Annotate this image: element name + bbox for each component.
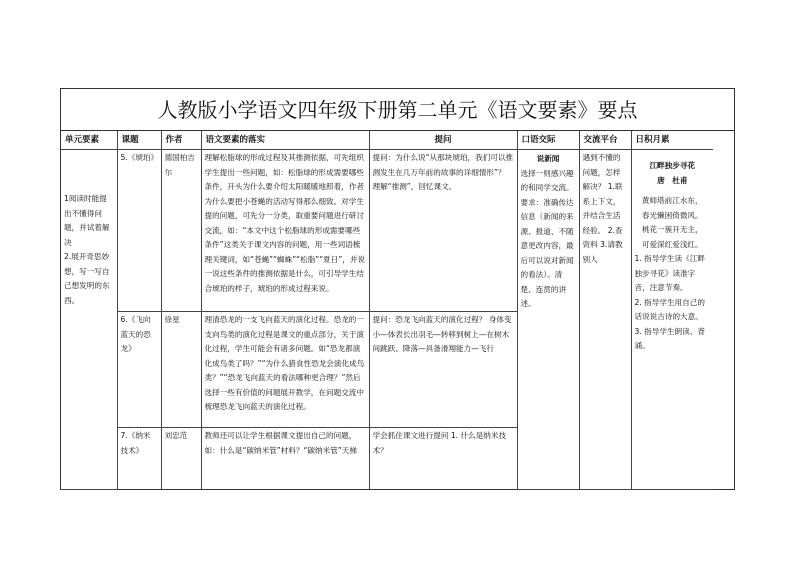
poem-author: 唐 杜甫 (657, 175, 688, 185)
header-implementation: 语文要素的落实 (201, 131, 369, 150)
author-cell: 德国柏吉尔 (161, 150, 201, 312)
oral-cell (517, 150, 579, 490)
author-cell: 刘忠范 (161, 428, 201, 490)
implementation-cell: 教师还可以让学生根据课文提出自己的问题，如：什么是“碳纳米管”材料？“碳纳米管”天梯 (201, 428, 369, 490)
poem-line: 黄师塔前江水东， (641, 196, 703, 205)
summary-sheet (60, 88, 735, 490)
tip-item: 3. 指导学生朗读、背诵。 (634, 326, 705, 350)
table-header-row (61, 131, 713, 150)
tip-item: 2. 指导学生用自己的话说说古诗的大意。 (634, 297, 705, 321)
question-cell: 提问：为什么说“从那块琥珀，我们可以推测发生在几万年前的故事的详细情形”？ 理解“推测”，回忆课文。 (369, 150, 517, 312)
question-cell: 提问：恐龙飞向蓝天的演化过程？ 身体变小—体表长出羽毛—转移到树上—在树木间跳跃、降落—具备滑翔能力—飞行 (369, 312, 517, 428)
unit-element-1: 1阅读时能提出不懂得问题，并试着解决 (64, 194, 110, 247)
lesson-cell: 5.《琥珀》 (117, 150, 161, 312)
platform-cell: 遇到不懂的问题，怎样解决？ 1.联系上下文，并结合生活经验。 2.查资料 3.请教别人 (579, 150, 631, 490)
header-author: 作者 (161, 131, 201, 150)
header-platform: 交流平台 (579, 131, 631, 150)
lesson-cell: 6.《飞向蓝天的恐龙》 (117, 312, 161, 428)
implementation-cell: 理解松脂球的形成过程及其推测依据，可先组织学生提出一些问题，如：松脂球的形成需要哪些条件，开头为什么要介绍太阳暖暖地照着，作者为什么要把小苍蝇的活动写得那么细致。对学生提的问题，可先分一分类，取重要问题进行研讨交流，如：“本文中这个松脂球的形成需要哪些条件”这类关于课文内容的问题，用一些词语梳理关键词，如“苍蝇”“蜘蛛”“松脂”“夏日”，并说一说这些条件的推测依据是什么，可引导学生结合琥珀的样子，琥珀的形成过程来说。 (201, 150, 369, 312)
tip-item: 1. 指导学生读《江畔独步寻花》读准字音，注意节奏。 (634, 254, 705, 292)
lesson-cell: 7.《纳米技术》 (117, 428, 161, 490)
header-unit-elements: 单元要素 (61, 131, 117, 150)
author-cell: 徐星 (161, 312, 201, 428)
header-question: 提问 (369, 131, 517, 150)
header-oral: 口语交际 (517, 131, 579, 150)
header-lesson: 课题 (117, 131, 161, 150)
poem-line: 春光懒困倚微风。 (641, 210, 703, 220)
document-title: 人教版小学语文四年级下册第二单元《语文要素》要点 (61, 89, 734, 131)
question-cell: 学会抓住课文进行提问 1. 什么是纳米技术？ (369, 428, 517, 490)
header-accumulation: 日积月累 (631, 131, 713, 150)
poem-title: 江畔独步寻花 (649, 161, 696, 170)
accumulation-cell (631, 150, 713, 490)
poem-line: 可爱深红爱浅红。 (641, 239, 703, 249)
unit-elements-cell (61, 150, 117, 490)
oral-body: 选择一则感兴趣的和同学交流。要求：准确传达信息（新闻的来源、报道、不随意更改内容，最后可以说对新闻的看法）。清楚、连贯的讲述。 (520, 168, 574, 308)
poem-line: 桃花一簇开无主， (641, 225, 703, 234)
implementation-cell: 理清恐龙的一支飞向蓝天的演化过程。恐龙的一支向鸟类的演化过程是课文的重点部分，关于演化过程，学生可能会有诸多问题。如“恐龙都演化成鸟类了吗？”“为什么猎食性恐龙会演化成鸟类？”“恐龙飞向蓝天的看法哪种更合理？”然后选择一些有价值的问题展开教学，在问题交流中梳理恐龙飞向蓝天的演化过程。 (201, 312, 369, 428)
oral-title: 说新闻 (536, 154, 560, 163)
summary-table (61, 131, 713, 490)
unit-element-2: 2.展开奇思妙想，写一写自己想发明的东西。 (64, 252, 110, 305)
table-row (61, 150, 713, 312)
